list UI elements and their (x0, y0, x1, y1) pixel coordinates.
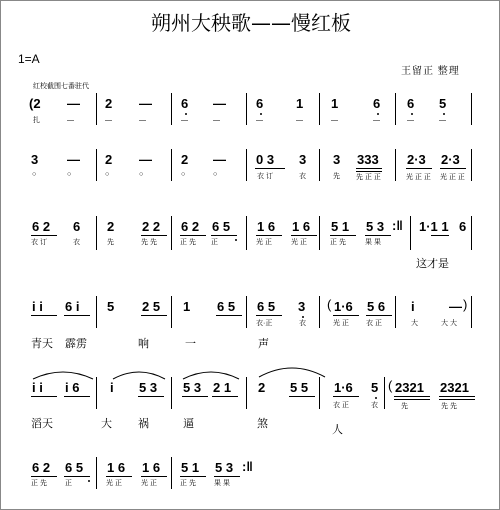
octave-dot (260, 113, 262, 115)
barline (319, 149, 320, 181)
paren-open: ( (388, 378, 393, 393)
barline (171, 296, 172, 328)
note: 2 (105, 96, 113, 111)
octave-dot (185, 113, 187, 115)
gongpu-syllable: 先 正 正 (356, 174, 381, 181)
lyric: 祸 (138, 417, 149, 430)
lyric: 人 (332, 423, 343, 436)
underline (366, 315, 392, 316)
repeat-end: :‖ (242, 459, 253, 474)
gongpu-syllable: 扎 (33, 117, 40, 124)
underline (212, 396, 238, 397)
note: 6 2 (32, 219, 51, 234)
barline (171, 377, 172, 409)
note: 5 3 (366, 219, 385, 234)
underline (439, 396, 475, 397)
gongpu-syllable: 光 正 (291, 239, 307, 246)
lyric: 逼 (183, 417, 194, 430)
barline (96, 377, 97, 409)
underline (64, 315, 90, 316)
note: 2321 (395, 380, 424, 395)
barline (319, 377, 320, 409)
octave-dot (411, 113, 413, 115)
paren-close: ) (463, 297, 468, 312)
gongpu-syllable: 先 先 (141, 239, 157, 246)
note: 3 (299, 152, 307, 167)
note: i i (32, 299, 43, 314)
slur (31, 367, 95, 381)
note: 6 5 (217, 299, 236, 314)
underline (180, 476, 206, 477)
gongpu-syllable: ○ (213, 171, 218, 178)
note: 333 (357, 152, 379, 167)
underline (330, 235, 356, 236)
barline (96, 296, 97, 328)
gongpu-syllable: 光 正 (256, 239, 272, 246)
note: 1 (331, 96, 339, 111)
note: 2321 (440, 380, 469, 395)
gongpu-syllable: 果 果 (214, 480, 230, 487)
underline (256, 235, 282, 236)
gongpu-syllable: 衣 (299, 173, 306, 180)
note: 5 (371, 380, 379, 395)
note: 6 (181, 96, 189, 111)
gongpu-syllable: 大 大 (441, 320, 457, 327)
gongpu-syllable: — (181, 117, 188, 124)
gongpu-syllable: — (439, 117, 446, 124)
barline (246, 216, 247, 250)
barline (384, 377, 385, 409)
arranger-credit: 王留正 整理 (401, 66, 460, 77)
note: — (67, 96, 80, 111)
underline (333, 315, 359, 316)
note: 0 3 (256, 152, 275, 167)
barline (96, 149, 97, 181)
barline (471, 216, 472, 250)
barline (246, 149, 247, 181)
note: i (411, 299, 415, 314)
underline (333, 396, 359, 397)
note: 5 1 (181, 460, 200, 475)
note: 6 2 (181, 219, 200, 234)
barline (246, 93, 247, 125)
lyric: 大 (101, 417, 112, 430)
note: — (67, 152, 80, 167)
note: 2 5 (142, 299, 161, 314)
barline (410, 216, 411, 250)
lyric: 煞 (257, 417, 268, 430)
note: 1 6 (107, 460, 126, 475)
gongpu-syllable: ○ (139, 171, 144, 178)
note: 6 5 (212, 219, 231, 234)
note: 2 (258, 380, 266, 395)
gongpu-syllable: 光 正 正 (440, 174, 465, 181)
gongpu-syllable: 衣 订 (257, 173, 273, 180)
gongpu-syllable: 果 果 (365, 239, 381, 246)
gongpu-syllable: ○ (181, 171, 186, 178)
barline (96, 457, 97, 489)
note: 1 (183, 299, 191, 314)
underline (64, 396, 90, 397)
underline (106, 476, 132, 477)
gongpu-syllable: — (256, 117, 263, 124)
underline (214, 476, 240, 477)
lyric: 滔天 (31, 417, 53, 430)
barline (471, 296, 472, 328)
barline (471, 93, 472, 125)
note: 1 6 (142, 460, 161, 475)
gongpu-syllable: 正 先 (180, 239, 196, 246)
note: i 6 (65, 380, 80, 395)
lyric: 一 (185, 337, 196, 350)
barline (319, 93, 320, 125)
note: — (139, 152, 152, 167)
underline (356, 171, 382, 172)
slur (111, 367, 167, 381)
note: 6 (459, 219, 467, 234)
note: 2·3 (441, 152, 460, 167)
note: 6 (256, 96, 264, 111)
underline (365, 235, 391, 236)
gongpu-syllable: ○ (67, 171, 72, 178)
note: 5 3 (183, 380, 202, 395)
gongpu-syllable: — (373, 117, 380, 124)
lyric: 声 (258, 337, 269, 350)
note: 1·1 1 (419, 219, 449, 234)
page-title: 朔州大秧歌——慢红板 (151, 11, 351, 35)
underline (440, 168, 466, 169)
gongpu-syllable: 光 正 (333, 320, 349, 327)
underline (31, 396, 57, 397)
gongpu-syllable: 先 (333, 173, 340, 180)
underline (394, 396, 430, 397)
underline (431, 235, 449, 236)
note: 6 5 (257, 299, 276, 314)
note: 5 1 (331, 219, 350, 234)
gongpu-syllable: 衣 正 (366, 320, 382, 327)
octave-dot (235, 239, 237, 241)
gongpu-syllable: 衣 (73, 239, 80, 246)
gongpu-syllable: 先 (107, 239, 114, 246)
gongpu-syllable: — (139, 117, 146, 124)
gongpu-syllable: — (213, 117, 220, 124)
gongpu-syllable: 光 正 正 (406, 174, 431, 181)
note: 1 6 (292, 219, 311, 234)
gongpu-syllable: 正 先 (31, 480, 47, 487)
note: (2 (29, 96, 41, 111)
note: 2 2 (142, 219, 161, 234)
note: 2 (107, 219, 115, 234)
underline (141, 476, 167, 477)
underline (141, 235, 167, 236)
barline (171, 93, 172, 125)
gongpu-syllable: 先 (401, 403, 408, 410)
lyric: 这才是 (416, 257, 449, 270)
barline (395, 296, 396, 328)
slur (257, 363, 327, 379)
underline (31, 235, 57, 236)
gongpu-annotation: 红校截围七番驻代 (33, 83, 89, 90)
note: 3 (333, 152, 341, 167)
underline (216, 315, 242, 316)
barline (319, 216, 320, 250)
note: 5 (107, 299, 115, 314)
note: 5 6 (367, 299, 386, 314)
barline (395, 93, 396, 125)
barline (96, 93, 97, 125)
repeat-end: :‖ (392, 218, 403, 233)
underline (256, 315, 282, 316)
gongpu-syllable: 光 正 (106, 480, 122, 487)
note: 6 5 (65, 460, 84, 475)
gongpu-syllable: 光 正 (141, 480, 157, 487)
gongpu-syllable: 衣 正 (333, 402, 349, 409)
gongpu-syllable: 衣 (299, 320, 306, 327)
underline (138, 396, 164, 397)
note: 2 (181, 152, 189, 167)
note: 1 (296, 96, 304, 111)
note: — (213, 152, 226, 167)
gongpu-syllable: 衣·正 (256, 320, 273, 327)
underline (356, 168, 382, 169)
underline (64, 476, 90, 477)
barline (319, 296, 320, 328)
underline (31, 315, 57, 316)
note: 1·6 (334, 380, 353, 395)
underline (406, 168, 432, 169)
underline (291, 235, 317, 236)
note: — (213, 96, 226, 111)
note: 5 5 (290, 380, 309, 395)
note: 5 (439, 96, 447, 111)
note: 6 (373, 96, 381, 111)
barline (171, 216, 172, 250)
gongpu-syllable: — (331, 117, 338, 124)
barline (471, 149, 472, 181)
barline (246, 377, 247, 409)
underline (31, 476, 57, 477)
octave-dot (377, 113, 379, 115)
underline (182, 396, 208, 397)
underline (180, 235, 206, 236)
gongpu-syllable: 衣 (371, 402, 378, 409)
key-signature: 1=A (18, 52, 40, 66)
gongpu-syllable: — (67, 117, 74, 124)
octave-dot (302, 316, 304, 318)
underline (255, 168, 285, 169)
note: 6 2 (32, 460, 51, 475)
gongpu-syllable: — (407, 117, 414, 124)
barline (171, 149, 172, 181)
note: — (449, 299, 462, 314)
slur (181, 367, 241, 381)
lyric: 响 (138, 337, 149, 350)
note: 2 1 (213, 380, 232, 395)
underline (439, 399, 475, 400)
note: 3 (31, 152, 39, 167)
note: 6 (407, 96, 415, 111)
gongpu-syllable: ○ (105, 171, 110, 178)
note: i i (32, 380, 43, 395)
gongpu-syllable: 衣 订 (31, 239, 47, 246)
underline (394, 399, 430, 400)
note: 2 (105, 152, 113, 167)
note: 5 3 (215, 460, 234, 475)
underline (211, 235, 237, 236)
gongpu-syllable: — (105, 117, 112, 124)
gongpu-syllable: ○ (32, 171, 37, 178)
gongpu-syllable: 大 (411, 320, 418, 327)
underline (289, 396, 315, 397)
barline (171, 457, 172, 489)
octave-dot (375, 397, 377, 399)
gongpu-syllable: 正 (211, 239, 218, 246)
note: 2·3 (407, 152, 426, 167)
lyric: 青天 (31, 337, 53, 350)
note: 6 i (65, 299, 80, 314)
barline (395, 149, 396, 181)
octave-dot (443, 113, 445, 115)
note: 5 3 (139, 380, 158, 395)
note: i (110, 380, 114, 395)
paren-open: ( (327, 297, 332, 312)
lyric: 霹雳 (65, 337, 87, 350)
gongpu-syllable: 正 先 (330, 239, 346, 246)
gongpu-syllable: 正 先 (180, 480, 196, 487)
gongpu-syllable: 先 先 (441, 403, 457, 410)
note: 3 (298, 299, 306, 314)
gongpu-syllable: — (296, 117, 303, 124)
note: — (139, 96, 152, 111)
gongpu-syllable: 正 (65, 480, 72, 487)
note: 6 (73, 219, 81, 234)
octave-dot (88, 480, 90, 482)
note: 1 6 (257, 219, 276, 234)
note: 1·6 (334, 299, 353, 314)
underline (141, 315, 167, 316)
barline (246, 296, 247, 328)
barline (96, 216, 97, 250)
